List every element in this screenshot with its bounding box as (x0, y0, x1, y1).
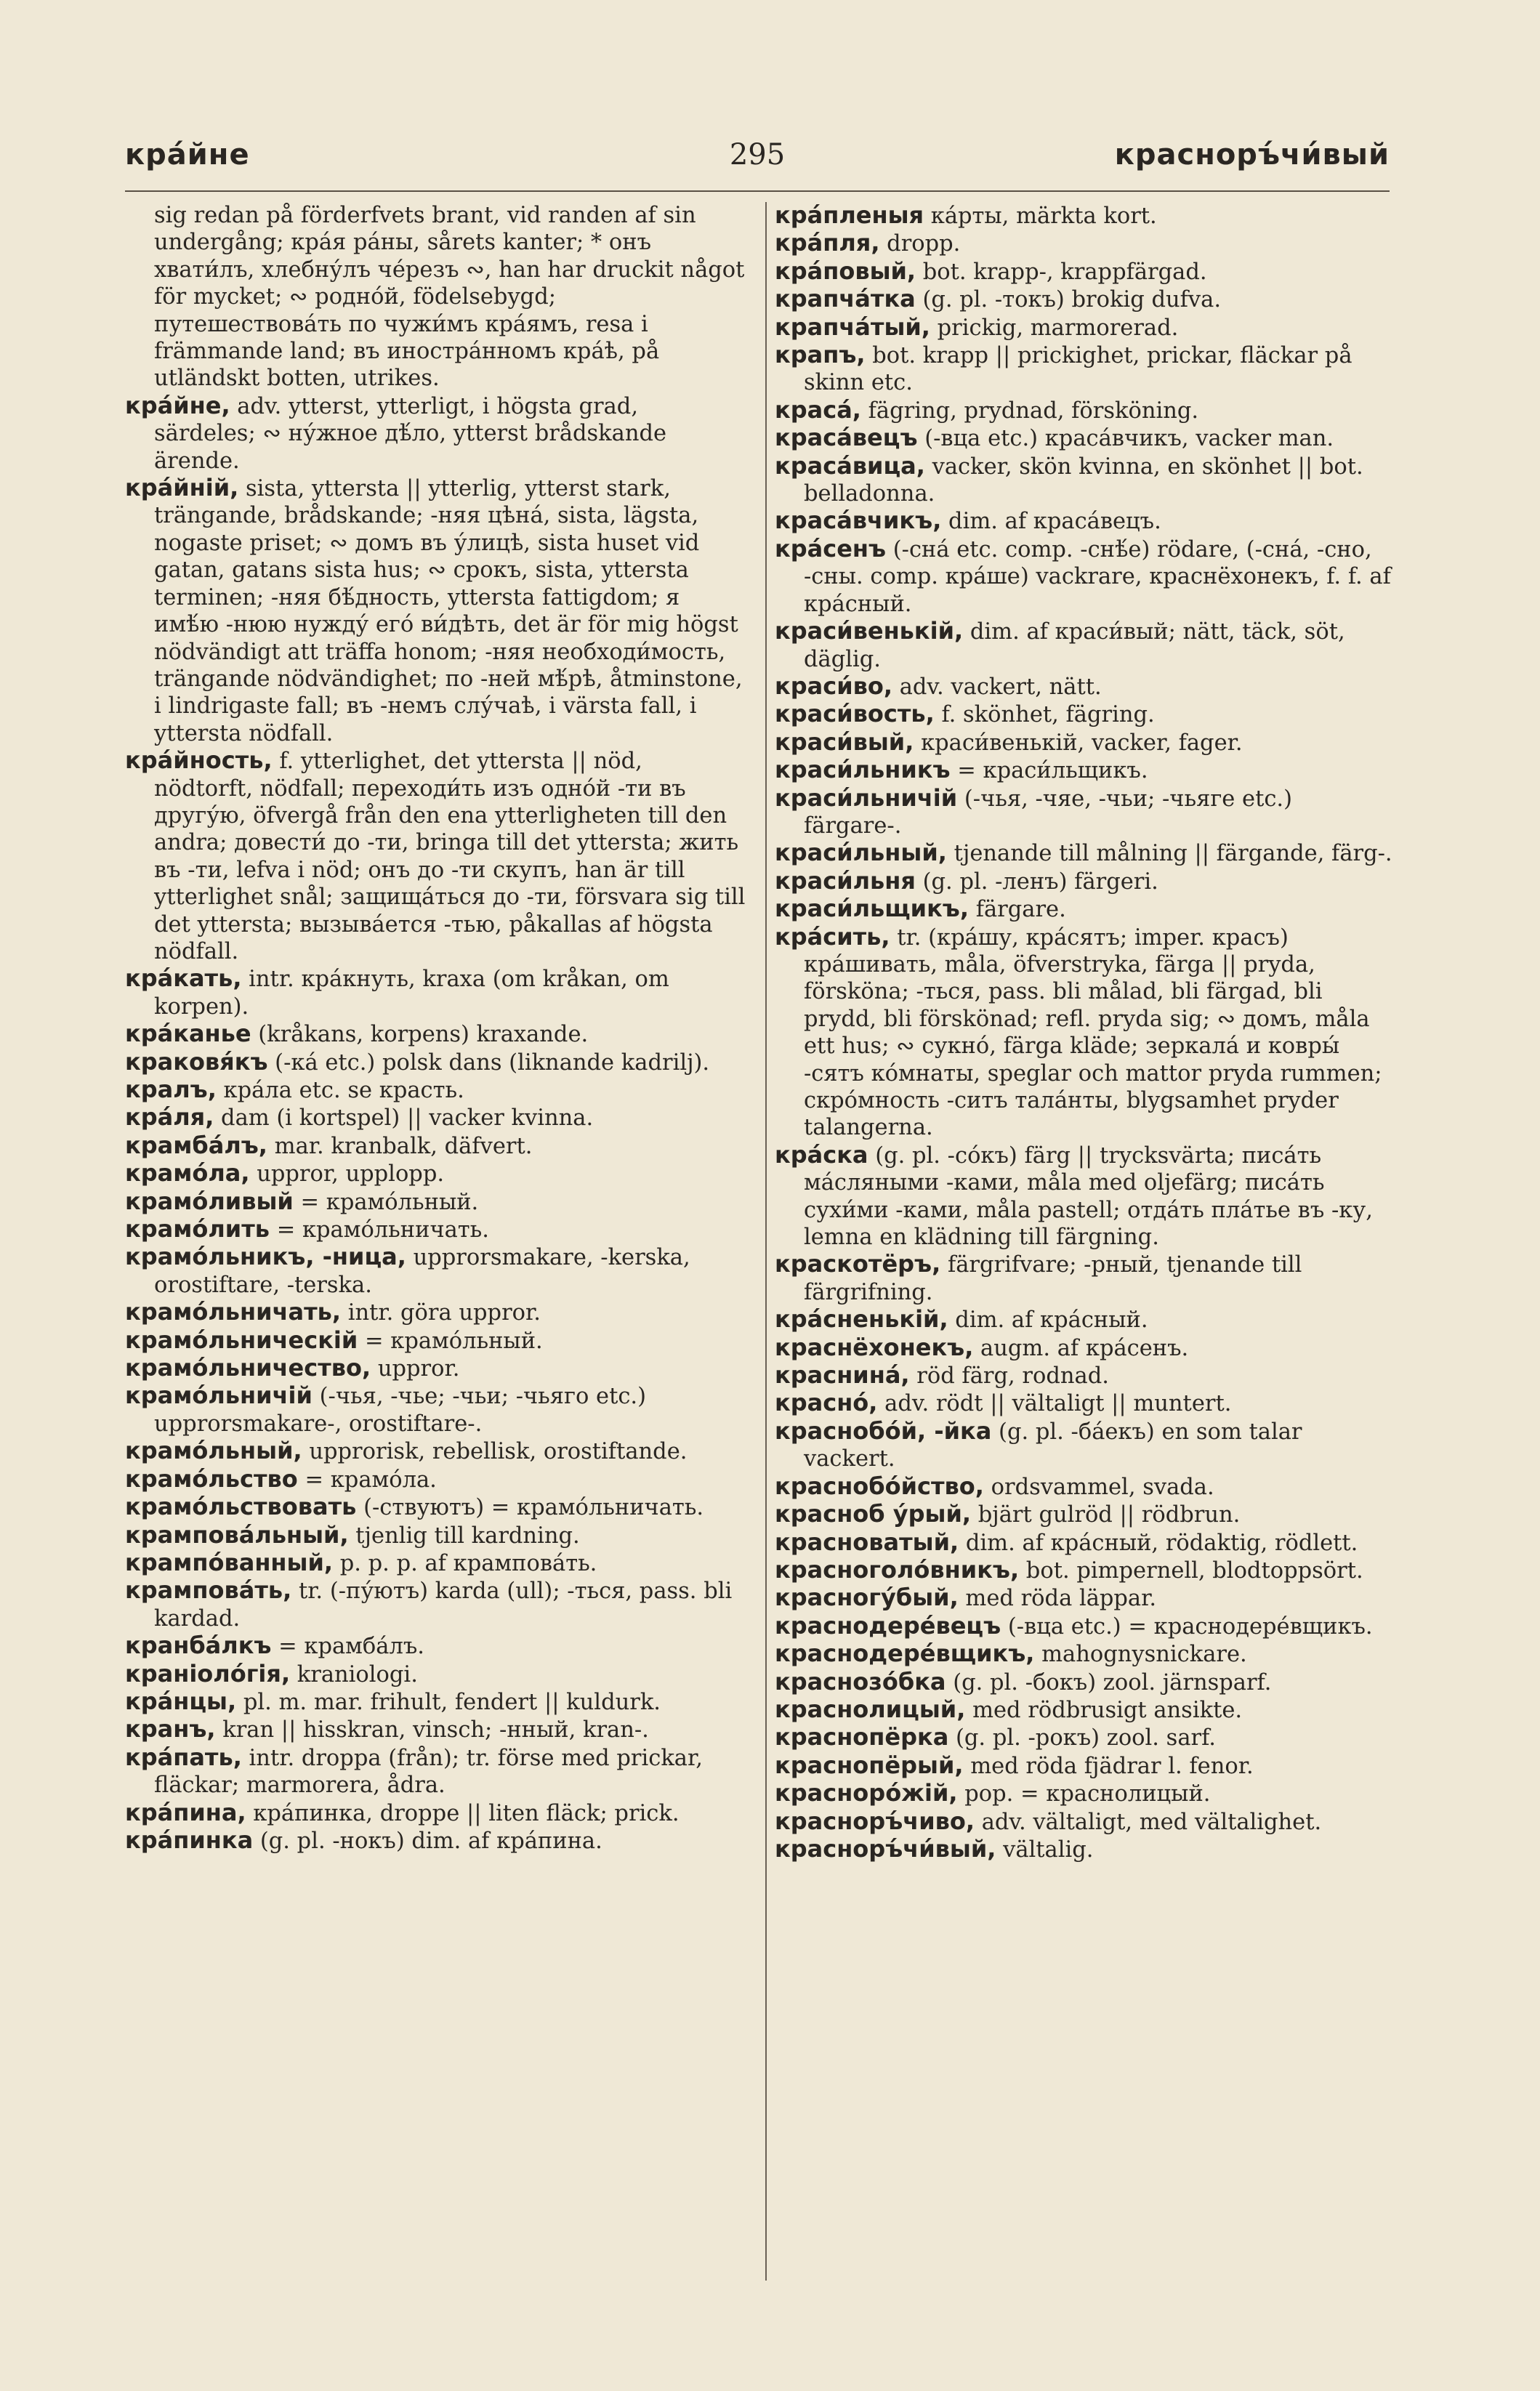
dictionary-entry (775, 286, 1396, 313)
dictionary-entry (775, 1724, 1396, 1751)
entry-headword: краса́, (775, 395, 861, 424)
entry-definition: med röda fjädrar l. fenor. (963, 1753, 1254, 1779)
dictionary-entry (775, 230, 1396, 257)
entry-headword: краснобо́йство, (775, 1472, 984, 1500)
entry-headword: краскотёръ, (775, 1250, 941, 1278)
dictionary-entry (125, 1744, 746, 1799)
left-column (125, 202, 746, 1855)
entry-definition: dropp. (879, 231, 961, 257)
dictionary-entry (125, 1661, 746, 1688)
dictionary-entry (775, 1501, 1396, 1528)
entry-headword: краси́льня (775, 866, 916, 895)
entry-definition: färgrifvare; -рный, tjenande till färgrifning. (804, 1252, 1302, 1305)
entry-definition: tjenlig till kardning. (348, 1523, 580, 1549)
entry-definition: uppror, upplopp. (249, 1161, 445, 1188)
entry-definition: (g. pl. -рокъ) zool. sarf. (948, 1725, 1216, 1751)
entry-headword: кра́ля, (125, 1103, 214, 1132)
entry-definition: = крамо́льный. (358, 1328, 543, 1354)
dictionary-entry (125, 1160, 746, 1188)
entry-definition: dim. af краси́вый; nätt, täck, söt, däglig. (804, 619, 1345, 672)
entry-headword: кранба́лкъ (125, 1632, 272, 1660)
dictionary-entry (775, 1584, 1396, 1612)
entry-headword: кра́пинка (125, 1826, 254, 1854)
dictionary-entry (125, 1132, 746, 1160)
entry-definition: adv. vältaligt, med vältalighet. (975, 1809, 1322, 1835)
entry-definition: (-ствуютъ) = крамо́льничать. (356, 1495, 704, 1521)
entry-definition: краси́венькій, vacker, fager. (914, 730, 1243, 756)
dictionary-entry (775, 1529, 1396, 1557)
entry-definition: prickig, marmorerad. (930, 315, 1179, 341)
entry-definition: bjärt gulröd || rödbrun. (971, 1502, 1241, 1528)
entry-headword: крапъ, (775, 341, 866, 369)
dictionary-entry (775, 1752, 1396, 1780)
entry-definition: upprorsmakare, -kerska, orostiftare, -terska. (154, 1245, 690, 1298)
entry-headword: крамба́лъ, (125, 1131, 267, 1159)
entry-definition: vacker, skön kvinna, en skönhet || bot. belladonna. (804, 453, 1363, 507)
entry-headword: краснозо́бка (775, 1667, 946, 1696)
entry-definition: = крамо́льный. (293, 1189, 479, 1215)
dictionary-entry (775, 507, 1396, 535)
entry-definition: = крамо́льничать. (270, 1217, 489, 1243)
entry-definition: dam (i kortspel) || vacker kvinna. (214, 1105, 594, 1132)
dictionary-entry (125, 1716, 746, 1743)
dictionary-entry (775, 1836, 1396, 1863)
dictionary-entry (775, 453, 1396, 508)
entry-headword: кра́пля, (775, 229, 880, 257)
entry-definition: tr. (кра́шу, кра́сятъ; imper. красъ) кра́шивать, måla, öfverstryka, färga || pryda, försköna; -ться, pass. bli målad, bli färgad, bli prydd, bli förskönad; refl. pryda sig; ∾ домъ, måla ett hus; ∾ сукно́, färga kläde; зеркала́ и ковры́ -сятъ ко́мнаты, speglar och mattor pryda rummen; скро́мность -ситъ тала́нты, blygsamhet pryder talangerna. (804, 924, 1382, 1141)
entry-definition: (g. pl. -токъ) brokig dufva. (915, 287, 1222, 313)
dictionary-entry (775, 1557, 1396, 1584)
entry-headword: красногу́бый, (775, 1584, 959, 1612)
dictionary-entry (775, 1808, 1396, 1836)
entry-headword: кра́пина, (125, 1798, 246, 1826)
dictionary-entry (125, 1466, 746, 1493)
entry-headword: краніоло́гія, (125, 1659, 291, 1688)
entry-definition: (-сна́ etc. comp. -снѣ́е) rödare, (-сна́, -сно, -сны. comp. кра́ше) vackrare, краснёхонекъ, f. f. af кра́сный. (804, 536, 1391, 617)
entry-headword: крамо́льничій (125, 1382, 313, 1410)
dictionary-entry (125, 1299, 746, 1326)
dictionary-entry (125, 1076, 746, 1104)
entry-headword: краснолицый, (775, 1695, 966, 1723)
dictionary-entry (125, 1438, 746, 1465)
entry-definition: adv. vackert, nätt. (892, 674, 1102, 700)
entry-definition: upprorisk, rebellisk, orostiftande. (302, 1439, 688, 1465)
column-divider (765, 202, 767, 2281)
entry-headword: красноголо́вникъ, (775, 1555, 1020, 1584)
header-right-word: красноръ́чи́вый (1114, 138, 1390, 172)
entry-definition: kraniologi. (290, 1661, 418, 1688)
dictionary-entry (125, 1632, 746, 1660)
entry-headword: крамо́льникъ, -ница, (125, 1243, 406, 1271)
entry-headword: красноб у́рый, (775, 1500, 972, 1528)
entry-definition: vältalig. (996, 1836, 1094, 1863)
entry-headword: крамо́ливый (125, 1187, 294, 1215)
entry-headword: краси́вость, (775, 700, 935, 728)
entry-headword: кра́йность, (125, 746, 273, 775)
entry-definition: (-ка́ etc.) polsk dans (liknande kadrilj). (267, 1049, 710, 1076)
entry-headword: краси́льничій (775, 783, 958, 812)
entry-definition: mar. kranbalk, däfvert. (267, 1133, 533, 1159)
entry-definition: intr. göra uppror. (341, 1300, 541, 1326)
header-rule (125, 190, 1390, 192)
entry-definition: med röda läppar. (958, 1586, 1157, 1612)
entry-definition: кра́пинка, droppe || liten fläck; prick. (246, 1800, 680, 1826)
dictionary-entry (125, 1216, 746, 1243)
entry-headword: краси́льный, (775, 839, 947, 867)
entry-definition: f. skönhet, fägring. (934, 702, 1155, 728)
entry-definition: dim. af кра́сный, rödaktig, rödlett. (959, 1530, 1358, 1556)
entry-definition: (-вца etc.) = краснодере́вщикъ. (1001, 1613, 1373, 1640)
entry-headword: крапча́тый, (775, 313, 930, 341)
entry-headword: крампова́ть, (125, 1576, 292, 1605)
entry-headword: краси́вый, (775, 727, 914, 756)
dictionary-entry (125, 1382, 746, 1438)
dictionary-entry (125, 1577, 746, 1632)
entry-headword: кра́йній, (125, 474, 239, 502)
entry-definition: (g. pl. -ленъ) färgeri. (915, 868, 1158, 895)
entry-definition: (kråkans, korpens) kraxande. (251, 1022, 589, 1048)
entry-headword: краса́вица, (775, 451, 925, 480)
entry-definition: = крамба́лъ. (271, 1634, 424, 1660)
entry-headword: кра́повый, (775, 257, 916, 285)
entry-headword: крамо́льствовать (125, 1493, 357, 1521)
entry-headword: крапча́тка (775, 285, 916, 313)
entry-definition: (g. pl. -со́къ) färg || trycksvärta; писа́ть ма́сляными -ками, måla med oljefärg; писа́ть сухи́ми -ками, måla pastell; отда́ть пла́тье въ -ку, lemna en klädning till färgning. (804, 1142, 1373, 1251)
entry-definition: pl. m. mar. frihult, fendert || kuldurk. (236, 1689, 661, 1715)
entry-definition: adv. ytterst, ytterligt, i högsta grad, särdeles; ∾ ну́жное дѣ́ло, ytterst brådskande ärende. (154, 393, 667, 474)
dictionary-entry (775, 536, 1396, 618)
dictionary-entry (775, 785, 1396, 840)
entry-headword: красноръ́чи́вый, (775, 1834, 996, 1863)
entry-definition: kran || hisskran, vinsch; -нный, kran-. (215, 1717, 649, 1743)
dictionary-entry (775, 1251, 1396, 1306)
dictionary-entry (775, 868, 1396, 895)
dictionary-entry (775, 1390, 1396, 1417)
entry-headword: краснина́, (775, 1361, 910, 1390)
dictionary-entry (125, 1049, 746, 1076)
entry-headword: кра́кать, (125, 964, 242, 993)
dictionary-entry (125, 392, 746, 475)
dictionary-entry (775, 895, 1396, 923)
entry-headword: крамо́льство (125, 1464, 298, 1493)
entry-headword: крамо́льничать, (125, 1298, 342, 1326)
page-header (125, 138, 1390, 189)
entry-headword: кранъ, (125, 1715, 216, 1743)
dictionary-entry (775, 1613, 1396, 1640)
entry-headword: красноватый, (775, 1528, 959, 1556)
dictionary-entry (125, 475, 746, 747)
dictionary-entry (775, 924, 1396, 1142)
page-number: 295 (729, 138, 786, 172)
dictionary-entry (125, 1522, 746, 1549)
dictionary-entry (775, 202, 1396, 230)
entry-definition: (g. pl. -нокъ) dim. af кра́пина. (253, 1828, 602, 1854)
entry-headword: крамо́льничество, (125, 1354, 371, 1382)
dictionary-entry (775, 342, 1396, 397)
entry-definition: sista, yttersta || ytterlig, ytterst stark, trängande, brådskande; -няя цѣна́, sista, lägsta, nogaste priset; ∾ домъ въ у́лицѣ, sista huset vid gatan, gatans sista hus; ∾ срокъ, sista, yttersta terminen; -няя бѣ́дность, yttersta fattigdom; я имѣ́ю -нюю нужду́ его́ ви́дѣть, det är för mig högst nödvändigt att träffa honom; -няя необходи́мость, trängande nödvändighet; по -ней мѣ́рѣ, åtminstone, i lindrigaste fall; въ -немъ слу́чаѣ, i värsta fall, i yttersta nödfall. (154, 476, 743, 746)
entry-headword: кра́нцы, (125, 1687, 237, 1715)
dictionary-entry (125, 1799, 746, 1827)
dictionary-entry (775, 701, 1396, 728)
dictionary-entry (125, 1327, 746, 1355)
entry-definition: tr. (-пу́ютъ) karda (ull); -ться, pass. bli kardad. (154, 1578, 733, 1632)
entry-headword: краса́вчикъ, (775, 507, 942, 535)
entry-definition: fägring, prydnad, försköning. (860, 398, 1199, 424)
dictionary-entry (125, 1549, 746, 1577)
dictionary-entry (775, 258, 1396, 286)
dictionary-entry (125, 1493, 746, 1521)
entry-headword: красно́, (775, 1389, 878, 1417)
entry-definition: (-чья, -чье; -чьи; -чьяго etc.) upprorsmakare-, orostiftare-. (154, 1384, 647, 1437)
entry-headword: кра́пать, (125, 1743, 242, 1771)
entry-definition: кра́ла etc. se красть. (216, 1078, 464, 1103)
entry-headword: краси́льникъ (775, 756, 951, 784)
dictionary-entry (125, 747, 746, 965)
entry-definition: (g. pl. -ба́екъ) en som talar vackert. (804, 1419, 1302, 1472)
entry-headword: краснёхонекъ, (775, 1333, 974, 1361)
entry-definition: tjenande till målning || färgande, färg-. (946, 841, 1392, 867)
entry-headword: краснодере́вецъ (775, 1611, 1001, 1640)
dictionary-entry (775, 839, 1396, 867)
dictionary-entry (775, 1640, 1396, 1668)
entry-definition: (-вца etc.) краса́вчикъ, vacker man. (917, 426, 1334, 452)
dictionary-entry (125, 965, 746, 1020)
dictionary-entry (775, 618, 1396, 673)
entry-headword: краси́венькій, (775, 617, 964, 645)
entry-headword: кра́ска (775, 1140, 868, 1169)
entry-headword: красноръ́чиво, (775, 1807, 975, 1835)
dictionary-entry (125, 202, 746, 392)
entry-definition: ordsvammel, svada. (983, 1474, 1214, 1500)
header-left-word: кра́йне (125, 138, 250, 172)
right-column (775, 202, 1396, 1863)
dictionary-entry (125, 1104, 746, 1132)
dictionary-entry (775, 1696, 1396, 1724)
entry-headword: крампова́льный, (125, 1520, 349, 1549)
entry-definition: färgare. (969, 897, 1066, 923)
dictionary-entry (775, 1418, 1396, 1473)
entry-definition: med rödbrusigt ansikte. (965, 1697, 1243, 1723)
entry-headword: кралъ, (125, 1076, 217, 1103)
entry-definition: bot. pimpernell, blodtoppsört. (1019, 1557, 1363, 1584)
dictionary-entry (775, 1473, 1396, 1501)
entry-headword: краси́во, (775, 672, 892, 700)
entry-headword: кра́сенъ (775, 534, 887, 563)
entry-definition: (-чья, -чяе, -чьи; -чьяге etc.) färgare-. (804, 786, 1293, 839)
entry-definition: = краси́льщикъ. (950, 758, 1148, 784)
entry-headword: кра́йне, (125, 391, 230, 419)
entry-definition: pop. = краснолицый. (957, 1781, 1211, 1807)
entry-definition: intr. droppa (från); tr. förse med prickar, fläckar; marmorera, ådra. (154, 1745, 703, 1799)
entry-headword: краси́льщикъ, (775, 895, 969, 923)
entry-headword: кра́пленыя (775, 201, 924, 229)
dictionary-entry (775, 314, 1396, 342)
entry-headword: кра́сненькій, (775, 1305, 948, 1334)
entry-headword: кра́канье (125, 1020, 251, 1048)
entry-headword: краснопёрый, (775, 1751, 964, 1779)
entry-headword: крамо́льническій (125, 1326, 358, 1354)
dictionary-entry (125, 1243, 746, 1299)
entry-definition: intr. кра́кнуть, kraxa (om kråkan, om korpen). (154, 967, 669, 1020)
entry-definition: augm. af кра́сенъ. (973, 1335, 1189, 1361)
entry-definition: ка́рты, märkta kort. (924, 203, 1157, 229)
entry-definition: mahognysnickare. (1034, 1642, 1247, 1668)
entry-definition: dim. af краса́вецъ. (941, 509, 1161, 535)
entry-headword: кра́сить, (775, 922, 890, 951)
entry-headword: крампо́ванный, (125, 1548, 334, 1576)
dictionary-entry (125, 1688, 746, 1716)
dictionary-entry (125, 1355, 746, 1382)
entry-definition: adv. rödt || vältaligt || muntert. (877, 1391, 1232, 1417)
entry-definition: f. ytterlighet, det yttersta || nöd, nödtorft, nödfall; переходи́ть изъ одно́й -ти въ другу́ю, öfvergå från den ena ytterligheten till den andra; довести́ до -ти, bringa till det yttersta; жить въ -ти, lefva i nöd; онъ до -ти скупъ, han är till ytterlighet snål; защища́ться до -ти, försvara sig till det yttersta; вызыва́ется -тью, påkallas af högsta nödfall. (154, 749, 746, 964)
entry-headword: краковя́къ (125, 1047, 268, 1076)
dictionary-entry (775, 424, 1396, 452)
entry-headword: краса́вецъ (775, 424, 918, 452)
dictionary-entry (775, 1362, 1396, 1390)
entry-definition: sig redan på förderfvets brant, vid randen af sin undergång; кра́я ра́ны, sårets kanter; * онъ хвати́лъ, хлебну́лъ че́резъ ∾, han har druckit något för mycket; ∾ родно́й, födelsebygd; путешествова́ть по чужи́мъ кра́ямъ, resa i främmande land; въ иностра́ннoмъ кра́ѣ, på utländskt botten, utrikes. (154, 203, 745, 392)
dictionary-entry (775, 1780, 1396, 1807)
entry-headword: краснопёрка (775, 1723, 949, 1751)
dictionary-entry (125, 1020, 746, 1048)
dictionary-entry (775, 757, 1396, 784)
dictionary-entry (775, 397, 1396, 424)
dictionary-entry (775, 1669, 1396, 1696)
dictionary-entry (775, 1334, 1396, 1362)
dictionary-entry (125, 1827, 746, 1855)
entry-definition: = крамо́ла. (297, 1467, 437, 1493)
dictionary-entry (125, 1188, 746, 1216)
entry-definition: bot. krapp || prickighet, prickar, fläckar på skinn etc. (804, 343, 1352, 396)
entry-definition: p. p. p. af крампова́ть. (333, 1550, 597, 1576)
entry-headword: крамо́лить (125, 1215, 270, 1243)
entry-headword: краснодере́вщикъ, (775, 1640, 1035, 1668)
entry-headword: краснобо́й, -йка (775, 1416, 992, 1445)
dictionary-entry (775, 673, 1396, 701)
entry-definition: dim. af кра́сный. (948, 1307, 1148, 1334)
dictionary-entry (775, 729, 1396, 757)
entry-definition: uppror. (371, 1356, 460, 1382)
entry-definition: röd färg, rodnad. (909, 1363, 1109, 1390)
entry-definition: bot. krapp-, krappfärgad. (916, 259, 1207, 285)
entry-headword: крамо́льный, (125, 1437, 302, 1465)
dictionary-entry (775, 1142, 1396, 1251)
dictionary-entry (775, 1306, 1396, 1334)
entry-definition: (g. pl. -бокъ) zool. järnsparf. (946, 1669, 1272, 1696)
entry-headword: красноро́жій, (775, 1779, 958, 1807)
entry-headword: крамо́ла, (125, 1159, 250, 1188)
